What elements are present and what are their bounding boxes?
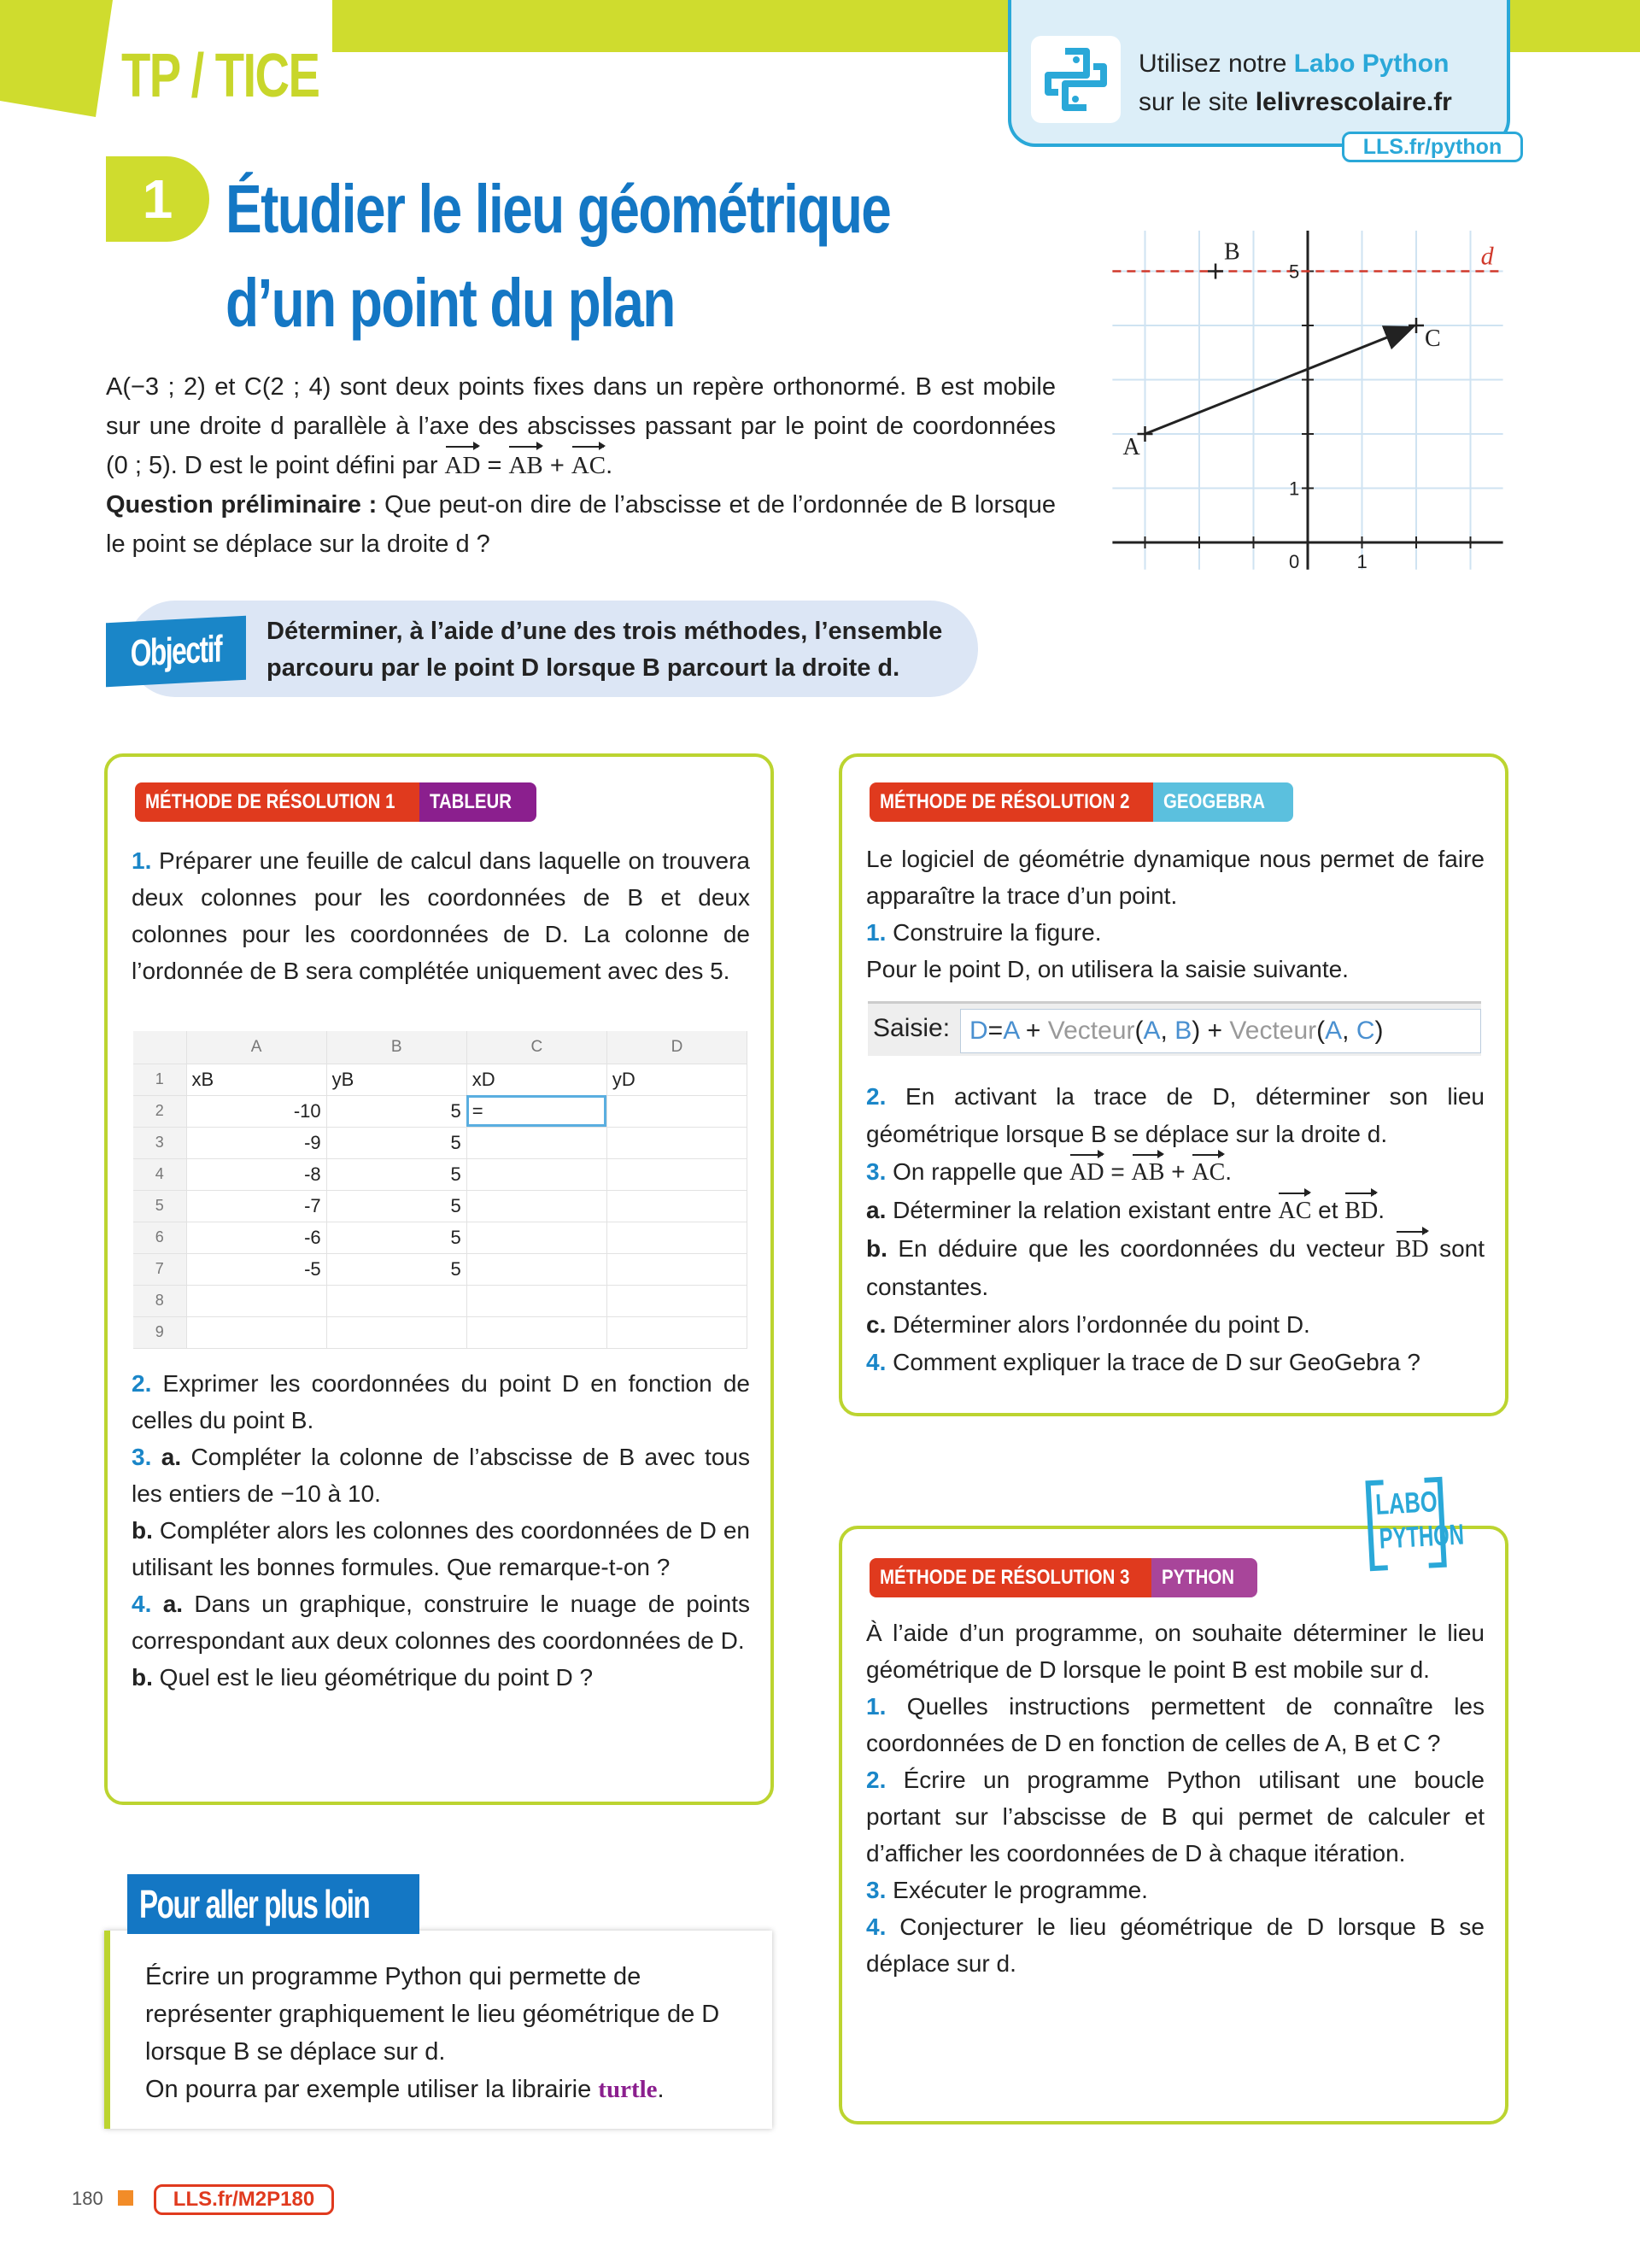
- point-label-C: C: [1425, 325, 1441, 352]
- exercise-number: 1: [106, 156, 209, 242]
- sheet-row: [133, 1190, 747, 1222]
- point-label-B: B: [1224, 238, 1240, 266]
- sheet-cell[interactable]: [606, 1316, 747, 1348]
- labo-python-text: Utilisez notre Labo Python sur le site lelivrescolaire.fr: [1139, 50, 1452, 116]
- geogebra-input-field[interactable]: D=A + Vecteur(A, B) + Vecteur(A, C): [960, 1009, 1481, 1053]
- sheet-row: [133, 1222, 747, 1253]
- page-number: 180: [72, 2188, 103, 2209]
- spreadsheet[interactable]: [133, 1031, 747, 1345]
- python-icon: [1031, 36, 1121, 123]
- method3-card: [839, 1526, 1508, 2124]
- method3-tag: PYTHON: [1151, 1558, 1257, 1597]
- tick-label-y5: 5: [1289, 261, 1300, 283]
- sheet-row-header[interactable]: 6: [133, 1222, 186, 1253]
- sheet-row: [133, 1127, 747, 1158]
- method2-tag: GEOGEBRA: [1153, 782, 1293, 822]
- sheet-cell[interactable]: 5: [326, 1222, 466, 1253]
- sheet-row-header[interactable]: 2: [133, 1095, 186, 1127]
- sheet-cell[interactable]: [466, 1158, 606, 1190]
- sheet-row: [133, 1064, 747, 1095]
- sheet-corner: [133, 1031, 186, 1064]
- method2-card: [839, 753, 1508, 1416]
- sheet-cell[interactable]: -9: [186, 1127, 326, 1158]
- method3-questions: À l’aide d’un programme, on souhaite déterminer le lieu géométrique de D lorsque le point B est mobile sur d. 1. Quelles instructions permettent de connaître les coordonnées de D en fonction de celles de A, B et C ? 2. Écrire un programme Python utilisant une boucle portant sur l’abscisse de B qui permet de calculer et d’afficher les coordonnées de D à chaque itération. 3. Exécuter le programme. 4. Conjecturer le lieu géométrique de D lorsque B se déplace sur d.: [866, 1620, 1485, 1977]
- point-marker-B: [1208, 264, 1223, 279]
- sheet-cell[interactable]: yB: [326, 1064, 466, 1095]
- sheet-cell[interactable]: -6: [186, 1222, 326, 1253]
- method1-tag: TABLEUR: [419, 782, 536, 822]
- method2-questions: 2. En activant la trace de D, déterminer son lieu géométrique lorsque B se déplace sur la droite d. 3. On rappelle que AD = AB + AC. a. Déterminer la relation existant entre AC et BD. b. En déduire que les coordonnées du vecteur BD sont constantes. c. Déterminer alors l’ordonnée du point D. 4. Comment expliquer la trace de D sur GeoGebra ?: [866, 1083, 1485, 1375]
- sheet-cell[interactable]: 5: [326, 1190, 466, 1222]
- tick-label-y1: 1: [1289, 478, 1300, 500]
- tick-label-x1: 1: [1356, 551, 1368, 572]
- sheet-col-header[interactable]: B: [326, 1031, 466, 1064]
- sheet-cell[interactable]: -7: [186, 1190, 326, 1222]
- footer-square-icon: [118, 2190, 133, 2206]
- page-title: Étudier le lieu géométrique d’un point du plan: [226, 171, 891, 341]
- sheet-cell[interactable]: [326, 1285, 466, 1316]
- sheet-row: [133, 1285, 747, 1316]
- further-title: Pour aller plus loin: [127, 1874, 419, 1934]
- sheet-cell[interactable]: [186, 1316, 326, 1348]
- line-d-label: d: [1480, 242, 1494, 271]
- sheet-cell[interactable]: [466, 1316, 606, 1348]
- sheet-cell[interactable]: 5: [326, 1127, 466, 1158]
- sheet-row: [133, 1253, 747, 1285]
- header-decoration: [0, 0, 115, 120]
- sheet-cell[interactable]: [606, 1253, 747, 1285]
- section-label: TP / TICE: [121, 42, 319, 110]
- sheet-cell[interactable]: xB: [186, 1064, 326, 1095]
- point-marker-C: [1409, 318, 1424, 333]
- sheet-cell[interactable]: [466, 1190, 606, 1222]
- objective-tag: Objectif: [106, 616, 246, 688]
- sheet-row-header[interactable]: 1: [133, 1064, 186, 1095]
- sheet-cell[interactable]: [326, 1316, 466, 1348]
- method1-q1: 1. Préparer une feuille de calcul dans laquelle on trouvera deux colonnes pour les coordonnées de B et deux colonnes pour les coordonnées de D. La colonne de l’ordonnée de B sera complétée uniquement avec des 5.: [132, 847, 750, 984]
- footer-link[interactable]: LLS.fr/M2P180: [154, 2184, 334, 2215]
- intro-paragraph: A(−3 ; 2) et C(2 ; 4) sont deux points fixes dans un repère orthonormé. B est mobile sur une droite d parallèle à l’axe des abscisses passant par le point de coordonnées (0 ; 5). D est le point défini par AD = AB + AC. Question préliminaire : Que peut-on dire de l’abscisse et de l’ordonnée de B lorsque le point se déplace sur la droite d ?: [106, 373, 1056, 558]
- sheet-cell[interactable]: [466, 1285, 606, 1316]
- method1-questions: 2. Exprimer les coordonnées du point D en fonction de celles du point B. 3. a. Compléter la colonne de l’abscisse de B avec tous les entiers de −10 à 10. b. Compléter alors les colonnes des coordonnées de D en utilisant les bonnes formules. Que remarque-t-on ? 4. a. Dans un graphique, construire le nuage de points correspondant aux deux colonnes des coordonnées de D. b. Quel est le lieu géométrique du point D ?: [132, 1370, 750, 1691]
- point-label-A: A: [1122, 434, 1140, 460]
- sheet-cell[interactable]: -10: [186, 1095, 326, 1127]
- sheet-cell[interactable]: [606, 1285, 747, 1316]
- sheet-cell[interactable]: 5: [326, 1095, 466, 1127]
- sheet-row-header[interactable]: 5: [133, 1190, 186, 1222]
- sheet-cell[interactable]: [606, 1190, 747, 1222]
- sheet-cell[interactable]: 5: [326, 1158, 466, 1190]
- sheet-row: [133, 1158, 747, 1190]
- sheet-cell[interactable]: [606, 1127, 747, 1158]
- method1-badge: MÉTHODE DE RÉSOLUTION 1: [135, 782, 449, 822]
- sheet-row: [133, 1095, 747, 1127]
- sheet-cell[interactable]: =: [466, 1095, 606, 1127]
- coordinate-figure: [1102, 231, 1512, 572]
- tick-label-origin: 0: [1289, 551, 1300, 572]
- objective-text: Déterminer, à l’aide d’une des trois méthodes, l’ensemble parcouru par le point D lorsque B parcourt la droite d.: [266, 618, 943, 682]
- sheet-cell[interactable]: [466, 1253, 606, 1285]
- sheet-cell[interactable]: 5: [326, 1253, 466, 1285]
- sheet-row-header[interactable]: 8: [133, 1285, 186, 1316]
- sheet-cell[interactable]: [606, 1095, 747, 1127]
- sheet-row-header[interactable]: 4: [133, 1158, 186, 1190]
- labo-python-link[interactable]: LLS.fr/python: [1342, 132, 1523, 162]
- sheet-row-header[interactable]: 7: [133, 1253, 186, 1285]
- method2-badge: MÉTHODE DE RÉSOLUTION 2: [870, 782, 1184, 822]
- sheet-col-header[interactable]: D: [606, 1031, 747, 1064]
- sheet-cell[interactable]: -8: [186, 1158, 326, 1190]
- sheet-row-header[interactable]: 3: [133, 1127, 186, 1158]
- geogebra-input-bar: Saisie: D=A + Vecteur(A, B) + Vecteur(A, C): [868, 1001, 1481, 1056]
- sheet-cell[interactable]: yD: [606, 1064, 747, 1095]
- sheet-row-header[interactable]: 9: [133, 1316, 186, 1348]
- further-text: Écrire un programme Python qui permette de représenter graphiquement le lieu géométrique de D lorsque B se déplace sur d. On pourra par exemple utiliser la librairie turtle.: [145, 1963, 720, 2103]
- sheet-cell[interactable]: [186, 1285, 326, 1316]
- sheet-cell[interactable]: [606, 1222, 747, 1253]
- labo-python-badge[interactable]: LABO PYTHON: [1364, 1476, 1447, 1568]
- sheet-col-header[interactable]: A: [186, 1031, 326, 1064]
- sheet-col-header[interactable]: C: [466, 1031, 606, 1064]
- sheet-cell[interactable]: [466, 1222, 606, 1253]
- method3-badge: MÉTHODE DE RÉSOLUTION 3: [870, 1558, 1184, 1597]
- sheet-cell[interactable]: -5: [186, 1253, 326, 1285]
- sheet-row: [133, 1316, 747, 1348]
- sheet-cell[interactable]: [466, 1127, 606, 1158]
- sheet-cell[interactable]: [606, 1158, 747, 1190]
- sheet-cell[interactable]: xD: [466, 1064, 606, 1095]
- method2-intro: Le logiciel de géométrie dynamique nous permet de faire apparaître la trace d’un point. 1. Construire la figure. Pour le point D, on utilisera la saisie suivante.: [866, 846, 1485, 982]
